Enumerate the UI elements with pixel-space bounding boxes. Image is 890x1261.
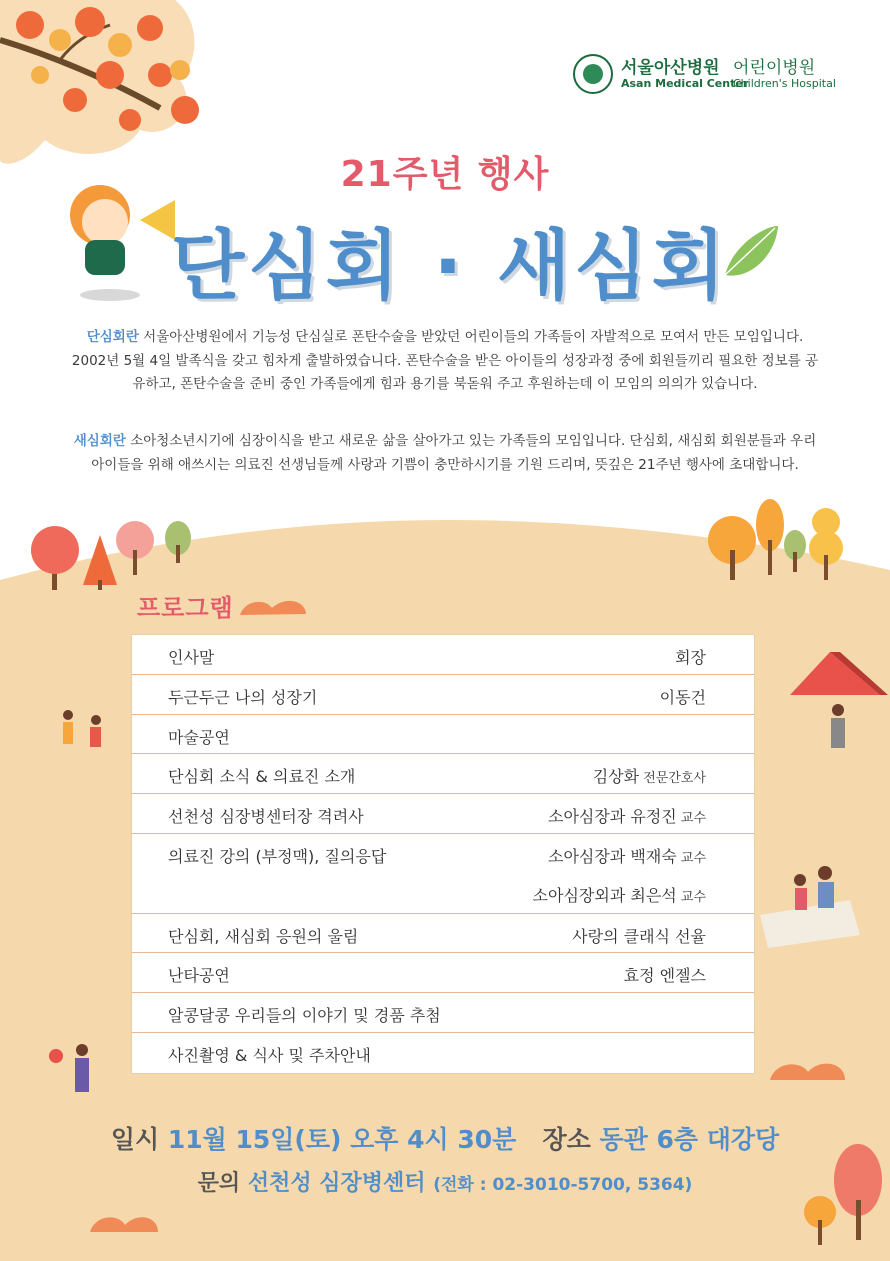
program-presenter: 소아심장과 백재숙 교수 — [548, 846, 706, 866]
program-item: 단심회 소식 & 의료진 소개 — [168, 767, 356, 787]
program-row — [132, 715, 754, 755]
place-value: 동관 6층 대강당 — [599, 1125, 780, 1154]
program-table — [131, 634, 755, 1074]
logo-name-kr: 서울아산병원 — [621, 58, 720, 78]
program-row — [132, 754, 754, 794]
event-title: 단심회 · 새심회 — [170, 221, 730, 310]
program-item: 단심회, 새심회 응원의 울림 — [168, 926, 359, 946]
event-contact — [0, 1166, 890, 1197]
program-row — [132, 794, 754, 834]
program-item: 사진촬영 & 식사 및 주차안내 — [168, 1045, 371, 1065]
program-item: 마술공연 — [168, 727, 230, 747]
program-row — [132, 1033, 754, 1073]
program-row — [132, 953, 754, 993]
program-presenter: 이동건 — [659, 687, 706, 707]
program-item: 인사말 — [168, 648, 215, 667]
hospital-logo — [573, 50, 863, 100]
program-item: 난타공연 — [168, 966, 230, 986]
program-presenter: 소아심장과 유정진 교수 — [548, 807, 706, 827]
event-datetime-place — [0, 1120, 890, 1156]
place-label: 장소 — [542, 1125, 591, 1154]
program-row — [132, 993, 754, 1033]
logo-dept-en: Children's Hospital — [733, 77, 836, 90]
program-item: 알콩달콩 우리들의 이야기 및 경품 추첨 — [168, 1006, 441, 1026]
event-subtitle: 21주년 행사 — [340, 154, 550, 195]
program-presenter-2: 소아심장외과 최은석 교수 — [532, 885, 706, 905]
contact-value: 선천성 심장병센터 — [247, 1171, 426, 1196]
logo-dept-kr: 어린이병원 — [733, 58, 816, 78]
intro-saeshimhoe — [70, 430, 820, 477]
program-presenter: 김상화 전문간호사 — [592, 767, 706, 787]
date-value: 11월 15일(토) 오후 4시 30분 — [167, 1125, 517, 1154]
contact-label: 문의 — [197, 1171, 241, 1196]
intro1-label: 단심회란 — [86, 329, 139, 345]
program-row — [132, 834, 754, 914]
intro-danshimhoe — [70, 326, 820, 397]
hospital-seal-icon — [573, 54, 613, 94]
program-heading: 프로그램 — [137, 594, 234, 622]
program-item: 두근두근 나의 성장기 — [168, 687, 318, 707]
program-presenter: 효정 엔젤스 — [623, 966, 706, 986]
intro2-label: 새심회란 — [73, 433, 126, 449]
intro2-text: 소아청소년시기에 심장이식을 받고 새로운 삶을 살아가고 있는 가족들의 모임입니다. 단심회, 새심회 회원분들과 우리아이들을 위해 애쓰시는 의료진 선생님들께 사랑과 기쁨이 충만하시기를 기원 드리며, 뜻깊은 21주년 행사에 초대합니다. — [91, 433, 817, 473]
intro1-text: 서울아산병원에서 기능성 단심실로 폰탄수술을 받았던 어린이들의 가족들이 자발적으로 모여서 만든 모임입니다. 2002년 5월 4일 발족식을 갖고 힘차게 출발하였습니다. 폰탄수술을 받은 아이들의 성장과정 중에 회원들끼리 필요한 정보를 공유하고, 폰탄수술을 준비 중인 가족들에게 힘과 용기를 북돋워 주고 후원하는데 이 모임의 의의가 있습니다. — [71, 329, 819, 392]
program-row — [132, 675, 754, 715]
program-presenter: 회장 — [675, 648, 706, 667]
date-label: 일시 — [110, 1125, 160, 1154]
program-item: 의료진 강의 (부정맥), 질의응답 — [168, 846, 387, 866]
logo-name-en: Asan Medical Center — [621, 77, 749, 90]
program-row — [132, 914, 754, 954]
program-presenter: 사랑의 클래식 선율 — [572, 926, 706, 946]
contact-phone: (전화 : 02-3010-5700, 5364) — [433, 1175, 693, 1195]
program-item: 선천성 심장병센터장 격려사 — [168, 807, 364, 827]
program-row — [132, 635, 754, 675]
